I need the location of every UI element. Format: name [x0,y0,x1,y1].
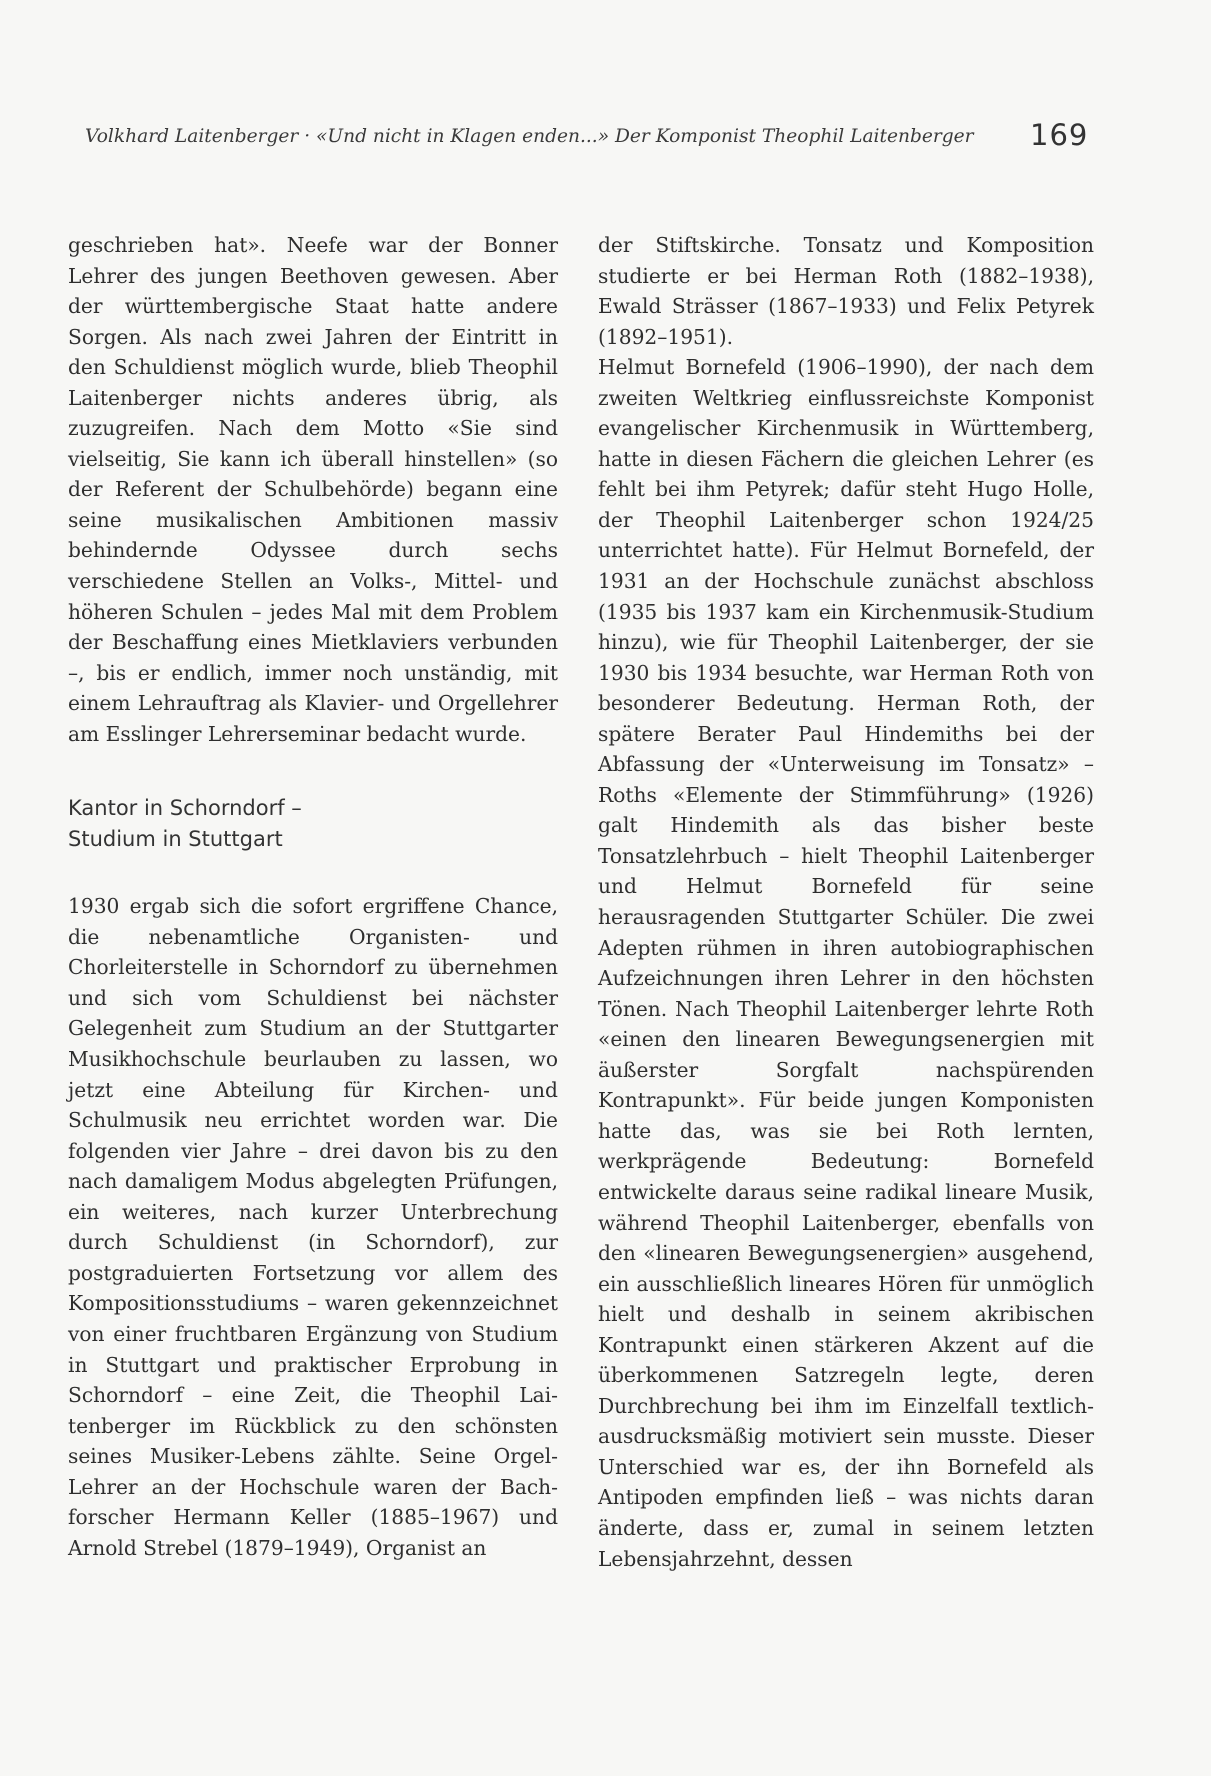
left-column [68,230,558,1563]
paragraph: geschrieben hat». Neefe war der Bonner Lehrer des jungen Beethoven gewesen. Aber der württembergische Staat hatte andere Sorgen. Als nach zwei Jahren der Eintritt in den Schuldienst möglich wurde, blieb Theophil Laitenberger nichts anderes übrig, als zuzugreifen. Nach dem Motto «Sie sind vielseitig, Sie kann ich überall hinstellen» (so der Referent der Schulbehörde) begann eine seine musikalischen Ambitionen massiv behindernde Odyssee durch sechs verschiedene Stellen an Volks-, Mittel- und höheren Schulen – jedes Mal mit dem Problem der Beschaffung eines Mietklaviers verbunden –, bis er endlich, immer noch unständig, mit einem Lehrauftrag als Klavier- und Orgellehrer am Esslinger Lehrerseminar bedacht wurde. [68,233,558,746]
paragraph: der Stiftskirche. Tonsatz und Komposition studierte er bei Herman Roth (1882–1938), Ewald Strässer (1867–1933) und Felix Petyrek (1892–1951). [598,233,1094,349]
section-heading-line-1: Kantor in Schorndorf – [68,796,302,821]
section-heading-line-2: Studium in Stuttgart [68,827,283,852]
paragraph: Helmut Bornefeld (1906–1990), der nach dem zweiten Weltkrieg einflussreichste Komponist evangelischer Kirchenmusik in Württemberg, hatte in diesen Fächern die gleichen Lehrer (es fehlt bei ihm Petyrek; dafür steht Hugo Holle, der Theophil Laitenberger schon 1924/25 unterrichtet hatte). Für Helmut Bornefeld, der 1931 an der Hochschule zunächst abschloss (1935 bis 1937 kam ein Kirchenmusik-Studium hinzu), wie für Theophil Laitenberger, der sie 1930 bis 1934 besuchte, war Herman Roth von besonderer Bedeutung. Herman Roth, der spätere Berater Paul Hindemiths bei der Abfassung der «Unterweisung im Tonsatz» – Roths «Elemente der Stimmführung» (1926) galt Hindemith als das bisher beste Tonsatzlehrbuch – hielt Theophil Laitenberger und Helmut Bornefeld für seine herausragenden Stuttgarter Schüler. Die zwei Adepten rühmen in ihren autobiographischen Aufzeichnungen ihren Lehrer in den höchsten Tönen. Nach Theophil Laitenberger lehrte Roth «einen den linearen Bewegungsenergien mit äußerster Sorgfalt nachspürenden Kontrapunkt». Für beide jungen Komponisten hatte das, was sie bei Roth lernten, werkprägende Bedeutung: Bornefeld entwickelte daraus seine radikal lineare Musik, während Theophil Laitenberger, ebenfalls von den «linearen Bewegungsenergien» ausgehend, ein ausschließlich lineares Hören für unmöglich hielt und deshalb in seinem akribischen Kontrapunkt einen stärkeren Akzent auf die überkommenen Satzregeln legte, deren Durchbrechung bei ihm im Einzelfall textlich-ausdrucksmäßig motiviert sein musste. Dieser Unterschied war es, der ihn Bornefeld als Antipoden empfinden ließ – was nichts daran änderte, dass er, zumal in seinem letzten Lebensjahrzehnt, dessen [598,355,1094,1571]
right-column [598,230,1094,1574]
page-header [0,118,1211,158]
page-number: 169 [1030,118,1089,152]
running-head: Volkhard Laitenberger · «Und nicht in Klagen enden...» Der Komponist Theophil Laitenberger [85,126,974,147]
paragraph: 1930 ergab sich die sofort ergriffene Chance, die nebenamtliche Organisten- und Chorleiterstelle in Schorndorf zu übernehmen und sich vom Schuldienst bei nächster Gelegenheit zum Studium an der Stuttgarter Musikhochschule beurlauben zu lassen, wo jetzt eine Abteilung für Kirchen- und Schulmusik neu errichtet worden war. Die folgenden vier Jahre – drei davon bis zu den nach damaligem Modus abgelegten Prüfungen, ein weiteres, nach kurzer Unterbrechung durch Schuldienst (in Schorndorf), zur postgraduierten Fortsetzung vor allem des Kompositionsstudiums – waren gekennzeichnet von einer fruchtbaren Ergänzung von Studium in Stuttgart und praktischer Erprobung in Schorndorf – eine Zeit, die Theophil Laitenberger im Rückblick zu den schönsten seines Musiker-Lebens zählte. Seine Orgel-Lehrer an der Hochschule waren der Bachforscher Hermann Keller (1885–1967) und Arnold Strebel (1879–1949), Organist an [68,894,558,1560]
section-heading [68,793,558,855]
